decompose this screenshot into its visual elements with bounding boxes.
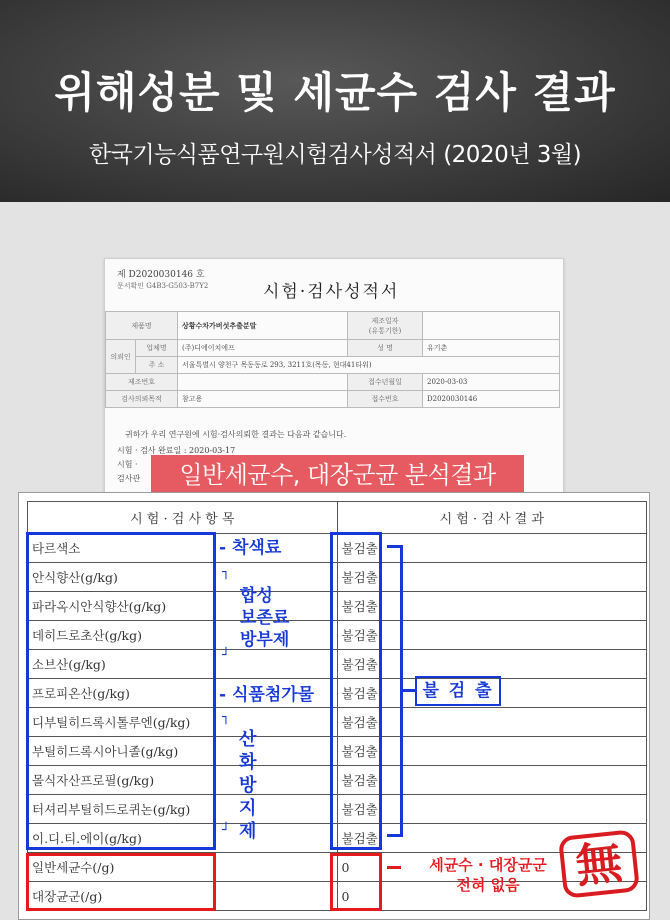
cert-value: (주)디에이치에프 [178,340,348,357]
item-result: 불검출 [337,534,387,563]
preservative-annotation: 합성 보존료 방부제 [240,586,290,650]
result-spacer [387,592,647,621]
result-spacer [387,534,647,563]
item-spacer [212,795,337,824]
col-header-items: 시 험 · 검 사 항 목 [28,502,338,534]
cert-value: 유기춘 [423,340,560,357]
document-title: 시험·검사성적서 [263,282,400,302]
cert-label: 제조일자 (유통기한) [348,312,423,340]
cert-label: 성 명 [348,340,423,357]
test-completion-date: 시험 · 검사 완료일 : 2020-03-17 [117,446,236,455]
additives-highlight-box [26,532,216,850]
requester-label: 의뢰인 [106,340,136,374]
item-name: 이.디.티.에이(g/kg) [28,824,213,853]
cert-value [423,312,560,340]
item-name: 타르색소 [28,534,213,563]
bacteria-note: 세균수 · 대장균군 전혀 없음 [429,856,547,894]
none-stamp: 無 [558,829,640,899]
item-name: 소브산(g/kg) [28,650,213,679]
results-bracket [403,689,415,692]
antioxidant-annotation: 산 화 방 지 제 [239,729,257,842]
bracket-icon: ┘ [222,823,230,838]
cert-label: 제조번호 [106,374,178,391]
item-result: 불검출 [337,621,387,650]
result-spacer [387,621,647,650]
result-spacer [387,795,647,824]
item-name: 파라옥시안식향산(g/kg) [28,592,213,621]
item-name: 터셔리부틸히드로퀴논(g/kg) [28,795,213,824]
item-name: 몰식자산프로필(g/kg) [28,766,213,795]
certificate-line: 시험 · [117,460,138,469]
item-name: 일반세균수(/g) [28,853,213,882]
result-spacer [387,650,647,679]
item-spacer [212,708,337,737]
colorant-annotation: - 착색료 [219,538,282,558]
cert-label: 업체명 [136,340,178,357]
cert-value [178,374,348,391]
item-result: 0 [337,882,387,911]
cert-value: 상황수차가버섯추출분말 [178,312,348,340]
item-spacer [212,824,337,853]
item-name: 데히드로초산(g/kg) [28,621,213,650]
cert-value: 참고용 [178,391,348,408]
item-spacer [212,882,337,911]
bacteria-highlight-box [26,853,216,911]
item-result: 0 [337,853,387,882]
item-spacer [212,766,337,795]
result-spacer [387,766,647,795]
item-spacer [212,853,337,882]
col-header-results: 시 험 · 검 사 결 과 [337,502,646,534]
item-spacer [212,737,337,766]
header-banner [0,0,670,202]
item-result: 불검출 [337,679,387,708]
cert-value: 서울특별시 양천구 목동동로 293, 3211호(목동, 현대41타워) [178,357,560,374]
item-result: 불검출 [337,766,387,795]
cert-label: 주 소 [136,357,178,374]
cert-label: 접수년월일 [348,374,423,391]
bracket-icon: ┘ [222,648,230,663]
result-spacer [387,563,647,592]
bacteria-results-box [330,853,382,911]
red-dash [387,866,401,869]
item-name: 디부틸히드록시톨루엔(g/kg) [28,708,213,737]
analysis-banner: 일반세균수, 대장군균 분석결과 [151,455,524,495]
document-id: 문서확인 G4B3-G503-B7Y2 [117,282,209,290]
item-name: 부틸히드록시아니졸(g/kg) [28,737,213,766]
certificate-line: 검사관 [117,474,141,483]
item-result: 불검출 [337,650,387,679]
result-spacer [387,737,647,766]
results-panel [18,492,650,920]
cert-value: 2020-03-03 [423,374,560,391]
additive-label: 식품첨가물 [231,685,315,705]
bracket-icon: ┐ [222,710,230,725]
item-name: 프로피온산(g/kg) [28,679,213,708]
item-result: 불검출 [337,563,387,592]
report-number: 제 D2020030146 호 [117,270,205,280]
certificate-note: 귀하가 우리 연구원에 시험·검사의뢰한 결과는 다음과 같습니다. [125,430,347,439]
item-result: 불검출 [337,824,387,853]
item-result: 불검출 [337,737,387,766]
results-highlight-box [330,532,382,850]
bracket-icon: ┐ [222,565,230,580]
item-spacer [212,650,337,679]
not-detected-box: 불 검 출 [415,676,501,706]
page-title: 위해성분 및 세균수 검사 결과 [54,68,616,117]
result-spacer [387,708,647,737]
item-name: 안식향산(g/kg) [28,563,213,592]
cert-value: D2020030146 [423,391,560,408]
item-result: 불검출 [337,795,387,824]
page-subtitle: 한국기능식품연구원시험검사성적서 (2020년 3월) [88,142,582,168]
certificate-table [105,311,560,408]
cert-label: 제품명 [106,312,178,340]
cert-label: 접수번호 [348,391,423,408]
item-name: 대장균군(/g) [28,882,213,911]
results-bracket [387,834,403,837]
item-result: 불검출 [337,592,387,621]
cert-label: 검사의뢰목적 [106,391,178,408]
item-result: 불검출 [337,708,387,737]
additive-annotation: - 식품첨가물 [219,685,315,705]
colorant-label: 착색료 [231,538,282,558]
